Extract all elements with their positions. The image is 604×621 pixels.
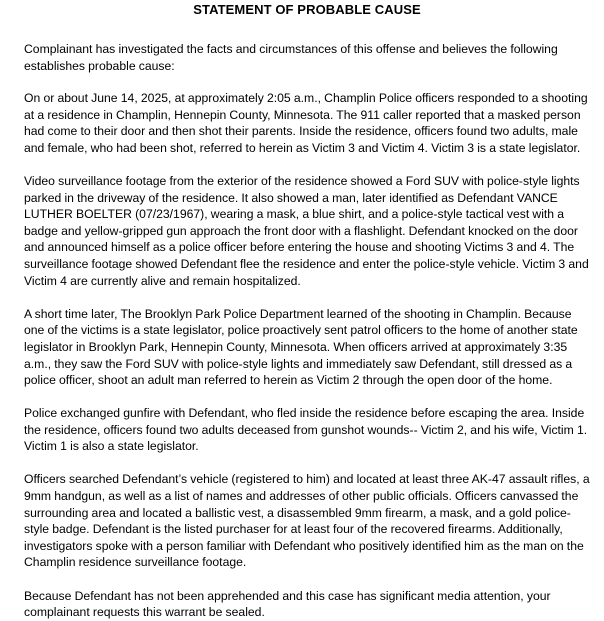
paragraph-intro: Complainant has investigated the facts and circumstances of this offense and believes the following establishes probable cause: [24,42,558,73]
paragraph-gunfire-exchange: Police exchanged gunfire with Defendant, who fled inside the residence before escaping the area. Inside the residence, officers found two adults deceased from gunshot wounds-- Victim 2, and his wife, Victim 1. Victim 1 is also a state legislator. [24,406,588,454]
document-title: STATEMENT OF PROBABLE CAUSE [193,2,421,17]
paragraph-champlin-shooting: On or about June 14, 2025, at approximately 2:05 a.m., Champlin Police officers responded to a shooting at a residence in Champlin, Hennepin County, Minnesota. The 911 caller reported that a masked person had come to their door and then shot their parents. Inside the residence, officers found two adults, male and female, who had been shot, referred to herein as Victim 3 and Victim 4. Victim 3 is a state legislator. [24,91,588,155]
paragraph-sealing-request: Because Defendant has not been apprehended and this case has significant media attention, your complainant requests this warrant be sealed. [24,588,551,620]
paragraph-vehicle-search: Officers searched Defendant’s vehicle (registered to him) and located at least three AK-47 assault rifles, a 9mm handgun, as well as a list of names and addresses of other public officials. Officers canvassed the surrounding area and located a ballistic vest, a disassembled 9mm firearm, a mask, and a gold police-style badge. Defendant is the listed purchaser for at least four of the recovered firearms. Additionally, investigators spoke with a person familiar with Defendant who positively identified him as the man on the Champlin residence surveillance footage. [24,472,590,570]
paragraph-surveillance-footage: Video surveillance footage from the exterior of the residence showed a Ford SUV with police-style lights parked in the driveway of the residence. It also showed a man, later identified as Defendant VANCE LUTHER BOELTER (07/23/1967), wearing a mask, a blue shirt, and a police-style tactical vest with a badge and yellow-gripped gun approach the front door with a flashlight. Defendant knocked on the door and announced himself as a police officer before entering the house and shooting Victims 3 and 4. The surveillance footage showed Defendant flee the residence and enter the police-style vehicle. Victim 3 and Victim 4 are currently alive and remain hospitalized. [24,174,589,288]
paragraph-brooklyn-park: A short time later, The Brooklyn Park Police Department learned of the shooting in Champlin. Because one of the victims is a state legislator, police proactively sent patrol officers to the home of another state legislator in Brooklyn Park, Hennepin County, Minnesota. When officers arrived at approximately 3:35 a.m., they saw the Ford SUV with police-style lights and immediately saw Defendant, still dressed as a police officer, shoot an adult man referred to herein as Victim 2 through the open door of the home. [24,306,578,388]
